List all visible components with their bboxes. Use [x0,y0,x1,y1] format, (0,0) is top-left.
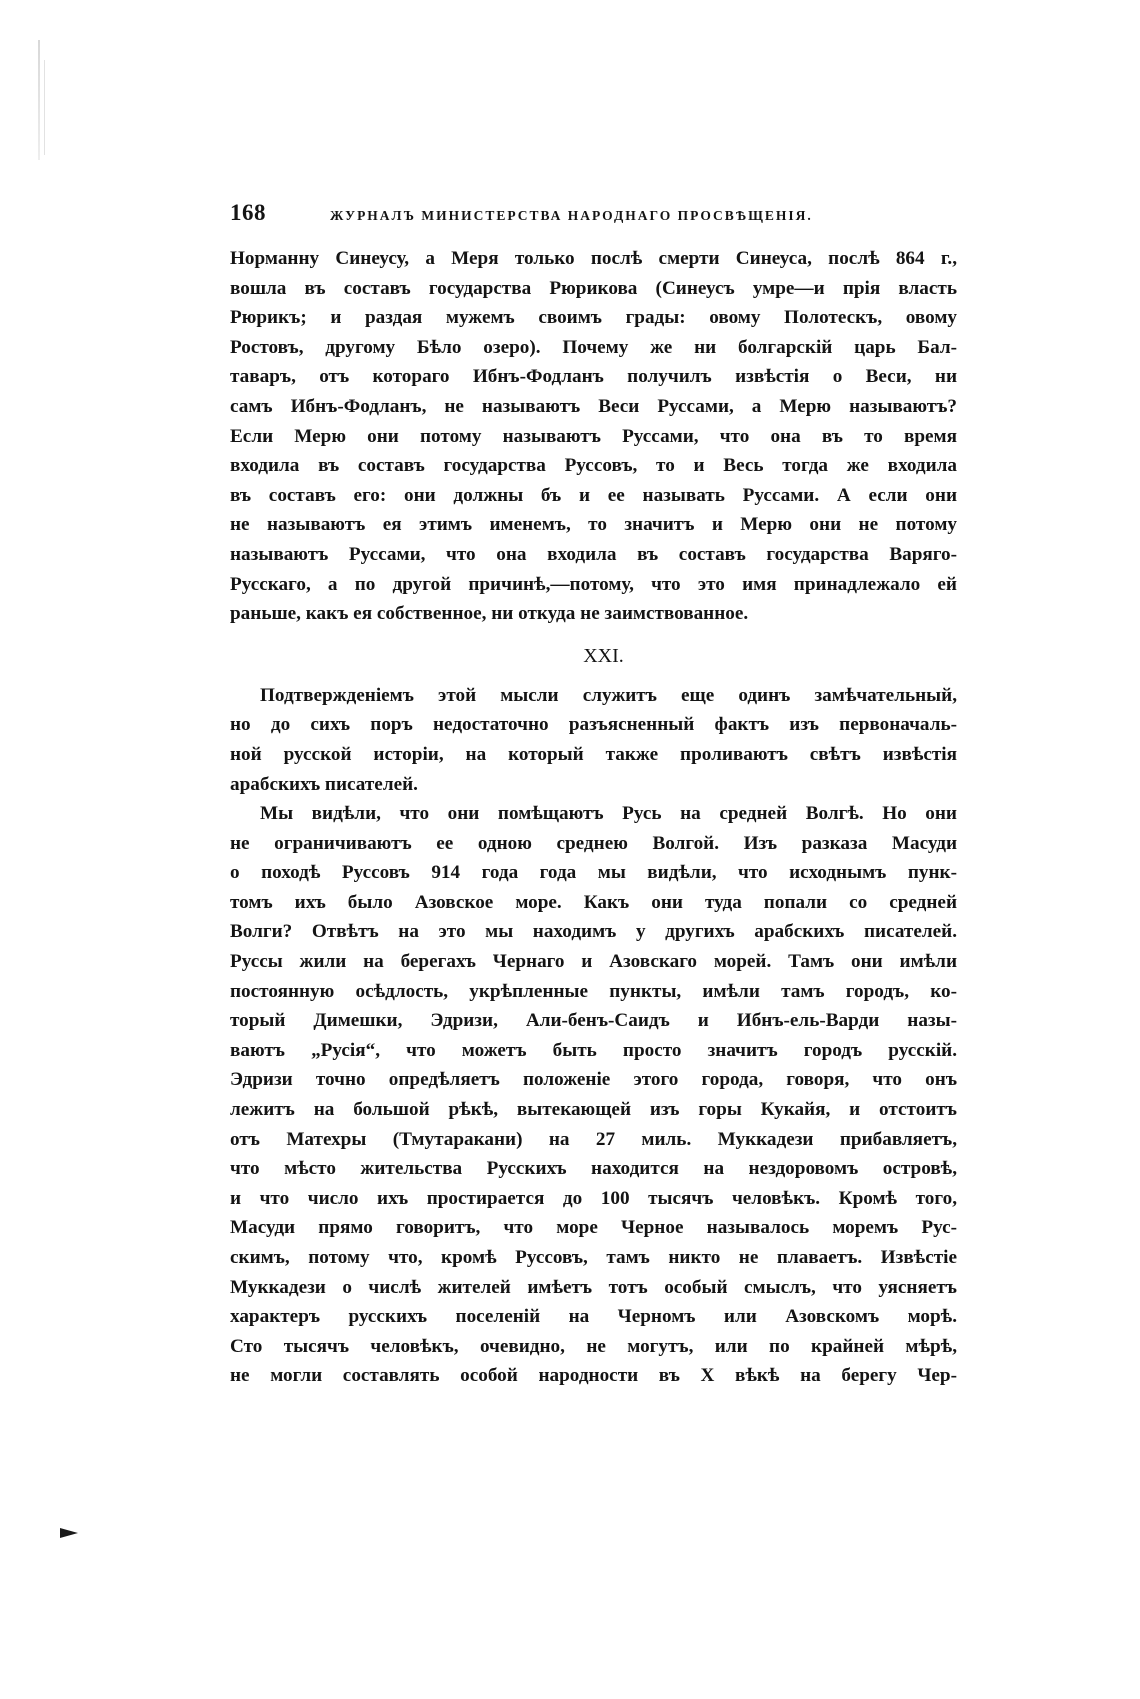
text-line: Сто тысячъ человѣкъ, очевидно, не могутъ, или по крайней мѣрѣ, [230,1335,957,1357]
text-line: Волги? Отвѣтъ на это мы находимъ у другихъ арабскихъ писателей. [230,921,957,943]
text-line: характеръ русскихъ поселеній на Черномъ или Азовскомъ морѣ. [230,1306,957,1328]
text-line: постоянную осѣдлость, укрѣпленные пункты, имѣли тамъ городъ, ко- [230,980,957,1002]
text-line: торый Димешки, Эдризи, Али-бенъ-Саидъ и Ибнъ-ель-Варди назы- [230,1010,957,1032]
text-line: Норманну Синеусу, а Меря только послѣ смерти Синеуса, послѣ 864 г., [230,248,957,269]
page-number: 168 [230,200,266,225]
text-line: раньше, какъ ея собственное, ни откуда не заимствованное. [230,603,749,625]
running-head [230,200,957,230]
paragraph-2 [230,681,957,799]
text-line: называютъ Руссами, что она входила въ составъ государства Варяго- [230,543,957,565]
text-line: самъ Ибнъ-Фодланъ, не называютъ Веси Руссами, а Мерю называютъ? [230,395,957,417]
text-line: отъ Матехры (Тмутаракани) на 27 миль. Муккадези прибавляетъ, [230,1128,957,1150]
text-line: Масуди прямо говоритъ, что море Черное называлось моремъ Рус- [230,1217,957,1239]
text-line: не называютъ ея этимъ именемъ, то значитъ и Мерю они не потому [230,514,957,536]
text-line: вошла въ составъ государства Рюрикова (Синеусъ умре—и прія власть [230,277,957,299]
text-line: ной русской исторіи, на который также проливаютъ свѣтъ извѣстія [230,743,957,765]
book-page [230,200,957,1391]
scan-edge-mark-secondary [44,60,45,155]
text-line: томъ ихъ было Азовское море. Какъ они туда попали со средней [230,891,957,913]
paragraph-1 [230,244,957,629]
text-line: не могли составлять особой народности въ X вѣкѣ на берегу Чер- [230,1365,957,1387]
text-line: Муккадези о числѣ жителей имѣетъ тотъ особый смыслъ, что уясняетъ [230,1276,957,1298]
journal-title: ЖУРНАЛЪ МИНИСТЕРСТВА НАРОДНАГО ПРОСВѢЩЕНІЯ. [330,208,813,223]
text-line: Подтвержденіемъ этой мысли служитъ еще одинъ замѣчательный, [260,684,957,706]
page-edge-arrow-icon [60,1528,78,1538]
text-line: арабскихъ писателей. [230,773,418,795]
text-line: Мы видѣли, что они помѣщаютъ Русь на средней Волгѣ. Но они [260,803,957,825]
text-line: Русскаго, а по другой причинѣ,—потому, что это имя принадлежало ей [230,573,957,595]
text-line: Эдризи точно опредѣляетъ положеніе этого города, говоря, что онъ [230,1069,957,1091]
text-line: Рюрикъ; и раздая мужемъ своимъ грады: овому Полотескъ, овому [230,307,957,329]
text-line: о походѣ Руссовъ 914 года года мы видѣли, что исходнымъ пунк- [230,862,957,884]
text-line: ваютъ „Русія“, что можетъ быть просто значитъ городъ русскій. [230,1039,957,1061]
text-line: таваръ, отъ котораго Ибнъ-Фодланъ получилъ извѣстія о Веси, ни [230,366,957,388]
text-line: въ составъ его: они должны бъ и ее называть Руссами. А если они [230,484,957,506]
text-line: Руссы жили на берегахъ Чернаго и Азовскаго морей. Тамъ они имѣли [230,951,957,973]
scan-edge-mark [38,40,40,160]
text-line: но до сихъ поръ недостаточно разъясненный фактъ изъ первоначаль- [230,714,957,736]
text-line: Если Мерю они потому называютъ Руссами, что она въ то время [230,425,957,447]
text-line: Ростовъ, другому Бѣло озеро). Почему же ни болгарскій царь Бал- [230,336,957,358]
text-line: и что число ихъ простирается до 100 тысячъ человѣкъ. Кромѣ того, [230,1187,957,1209]
text-line: что мѣсто жительства Русскихъ находится на нездоровомъ островѣ, [230,1158,957,1180]
text-line: лежитъ на большой рѣкѣ, вытекающей изъ горы Кукайя, и отстоитъ [230,1099,957,1121]
text-line: не ограничиваютъ ее одною среднею Волгой. Изъ разказа Масуди [230,832,957,854]
text-line: скимъ, потому что, кромѣ Руссовъ, тамъ никто не плаваетъ. Извѣстіе [230,1247,957,1268]
paragraph-3 [230,799,957,1391]
text-line: входила въ составъ государства Руссовъ, то и Весь тогда же входила [230,455,957,477]
section-heading: XXI. [583,644,624,667]
